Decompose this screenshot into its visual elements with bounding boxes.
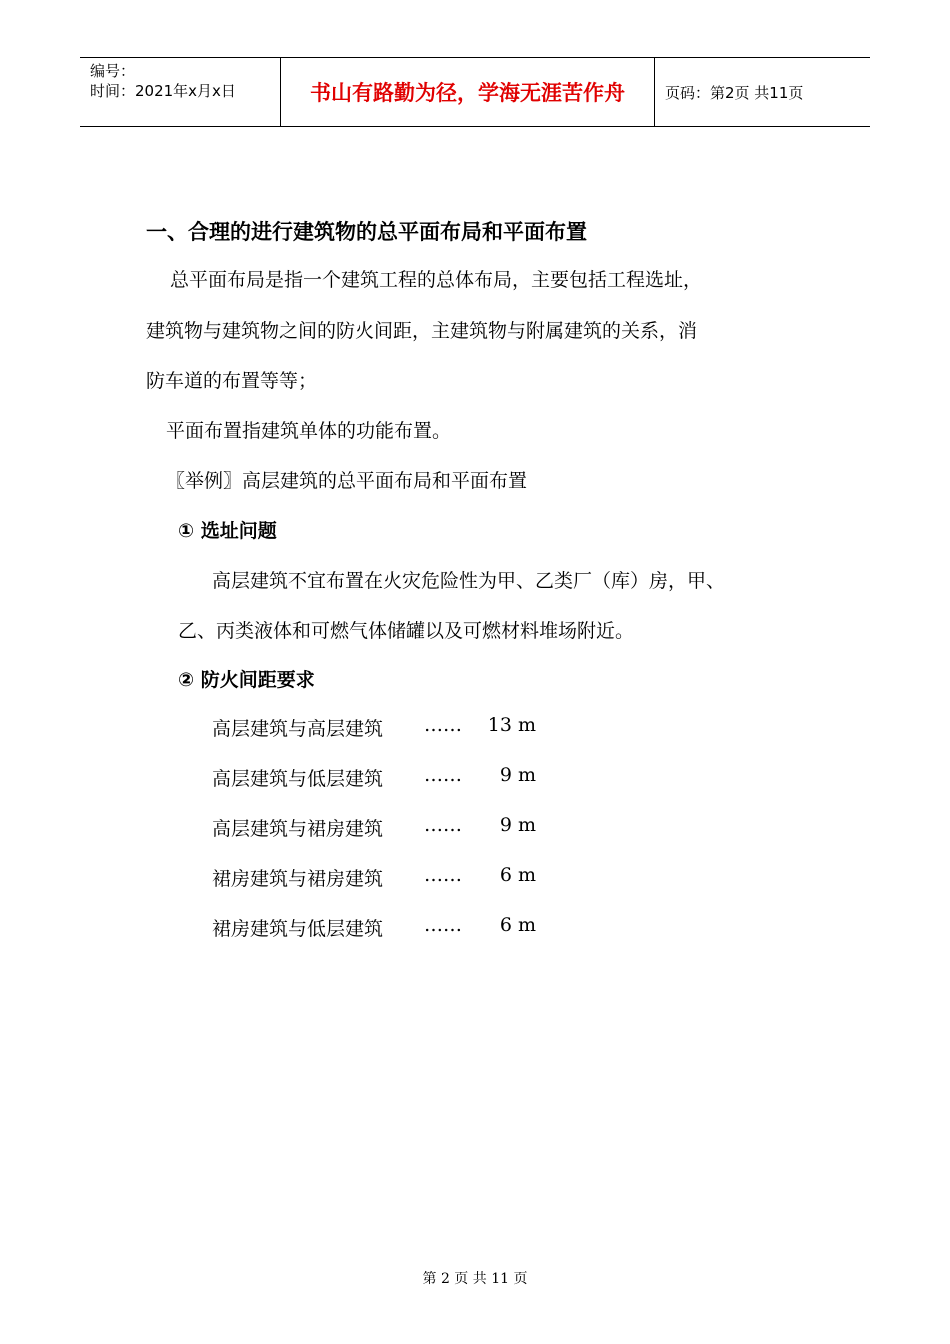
distance-value: 13 m <box>487 714 536 736</box>
document-number-label: 编号： <box>90 62 136 80</box>
page-footer: 第 2 页 共 11 页 <box>422 1271 528 1287</box>
distance-value: 9 m <box>499 814 536 836</box>
header-meta-cell <box>80 58 281 126</box>
paragraph-line: 防车道的布置等等； <box>146 370 318 392</box>
paragraph-line: 总平面布局是指一个建筑工程的总体布局，主要包括工程选址， <box>170 269 703 291</box>
distance-value: 6 m <box>499 914 536 936</box>
distance-label: 裙房建筑与低层建筑 <box>212 918 384 940</box>
leader-dots: …… <box>424 864 462 886</box>
distance-label: 高层建筑与高层建筑 <box>212 718 384 740</box>
section-heading: 一、合理的进行建筑物的总平面布局和平面布置 <box>146 220 587 244</box>
header-page-number: 页码：第2页 共11页 <box>665 83 804 102</box>
subheading-fire-spacing: ② 防火间距要求 <box>178 669 315 691</box>
header-motto-cell <box>281 58 655 126</box>
leader-dots: …… <box>424 914 462 936</box>
leader-dots: …… <box>424 814 462 836</box>
paragraph-line: 乙、丙类液体和可燃气体储罐以及可燃材料堆场附近。 <box>178 620 635 642</box>
leader-dots: …… <box>424 764 462 786</box>
page-header <box>80 57 870 127</box>
distance-label: 高层建筑与裙房建筑 <box>212 818 384 840</box>
paragraph-line: 建筑物与建筑物之间的防火间距，主建筑物与附属建筑的关系，消 <box>146 320 698 342</box>
distance-label: 裙房建筑与裙房建筑 <box>212 868 384 890</box>
distance-value: 9 m <box>499 764 536 786</box>
subheading-site-selection: ① 选址问题 <box>178 520 277 542</box>
document-time-label: 时间：2021年x月x日 <box>90 82 236 100</box>
distance-label: 高层建筑与低层建筑 <box>212 768 384 790</box>
paragraph-line: 平面布置指建筑单体的功能布置。 <box>166 420 452 442</box>
example-heading: 〖举例〗高层建筑的总平面布局和平面布置 <box>166 470 528 492</box>
paragraph-line: 高层建筑不宜布置在火灾危险性为甲、乙类厂（库）房，甲、 <box>212 570 726 592</box>
header-page-cell <box>655 58 870 126</box>
distance-value: 6 m <box>499 864 536 886</box>
header-motto: 书山有路勤为径，学海无涯苦作舟 <box>310 81 625 105</box>
leader-dots: …… <box>424 714 462 736</box>
